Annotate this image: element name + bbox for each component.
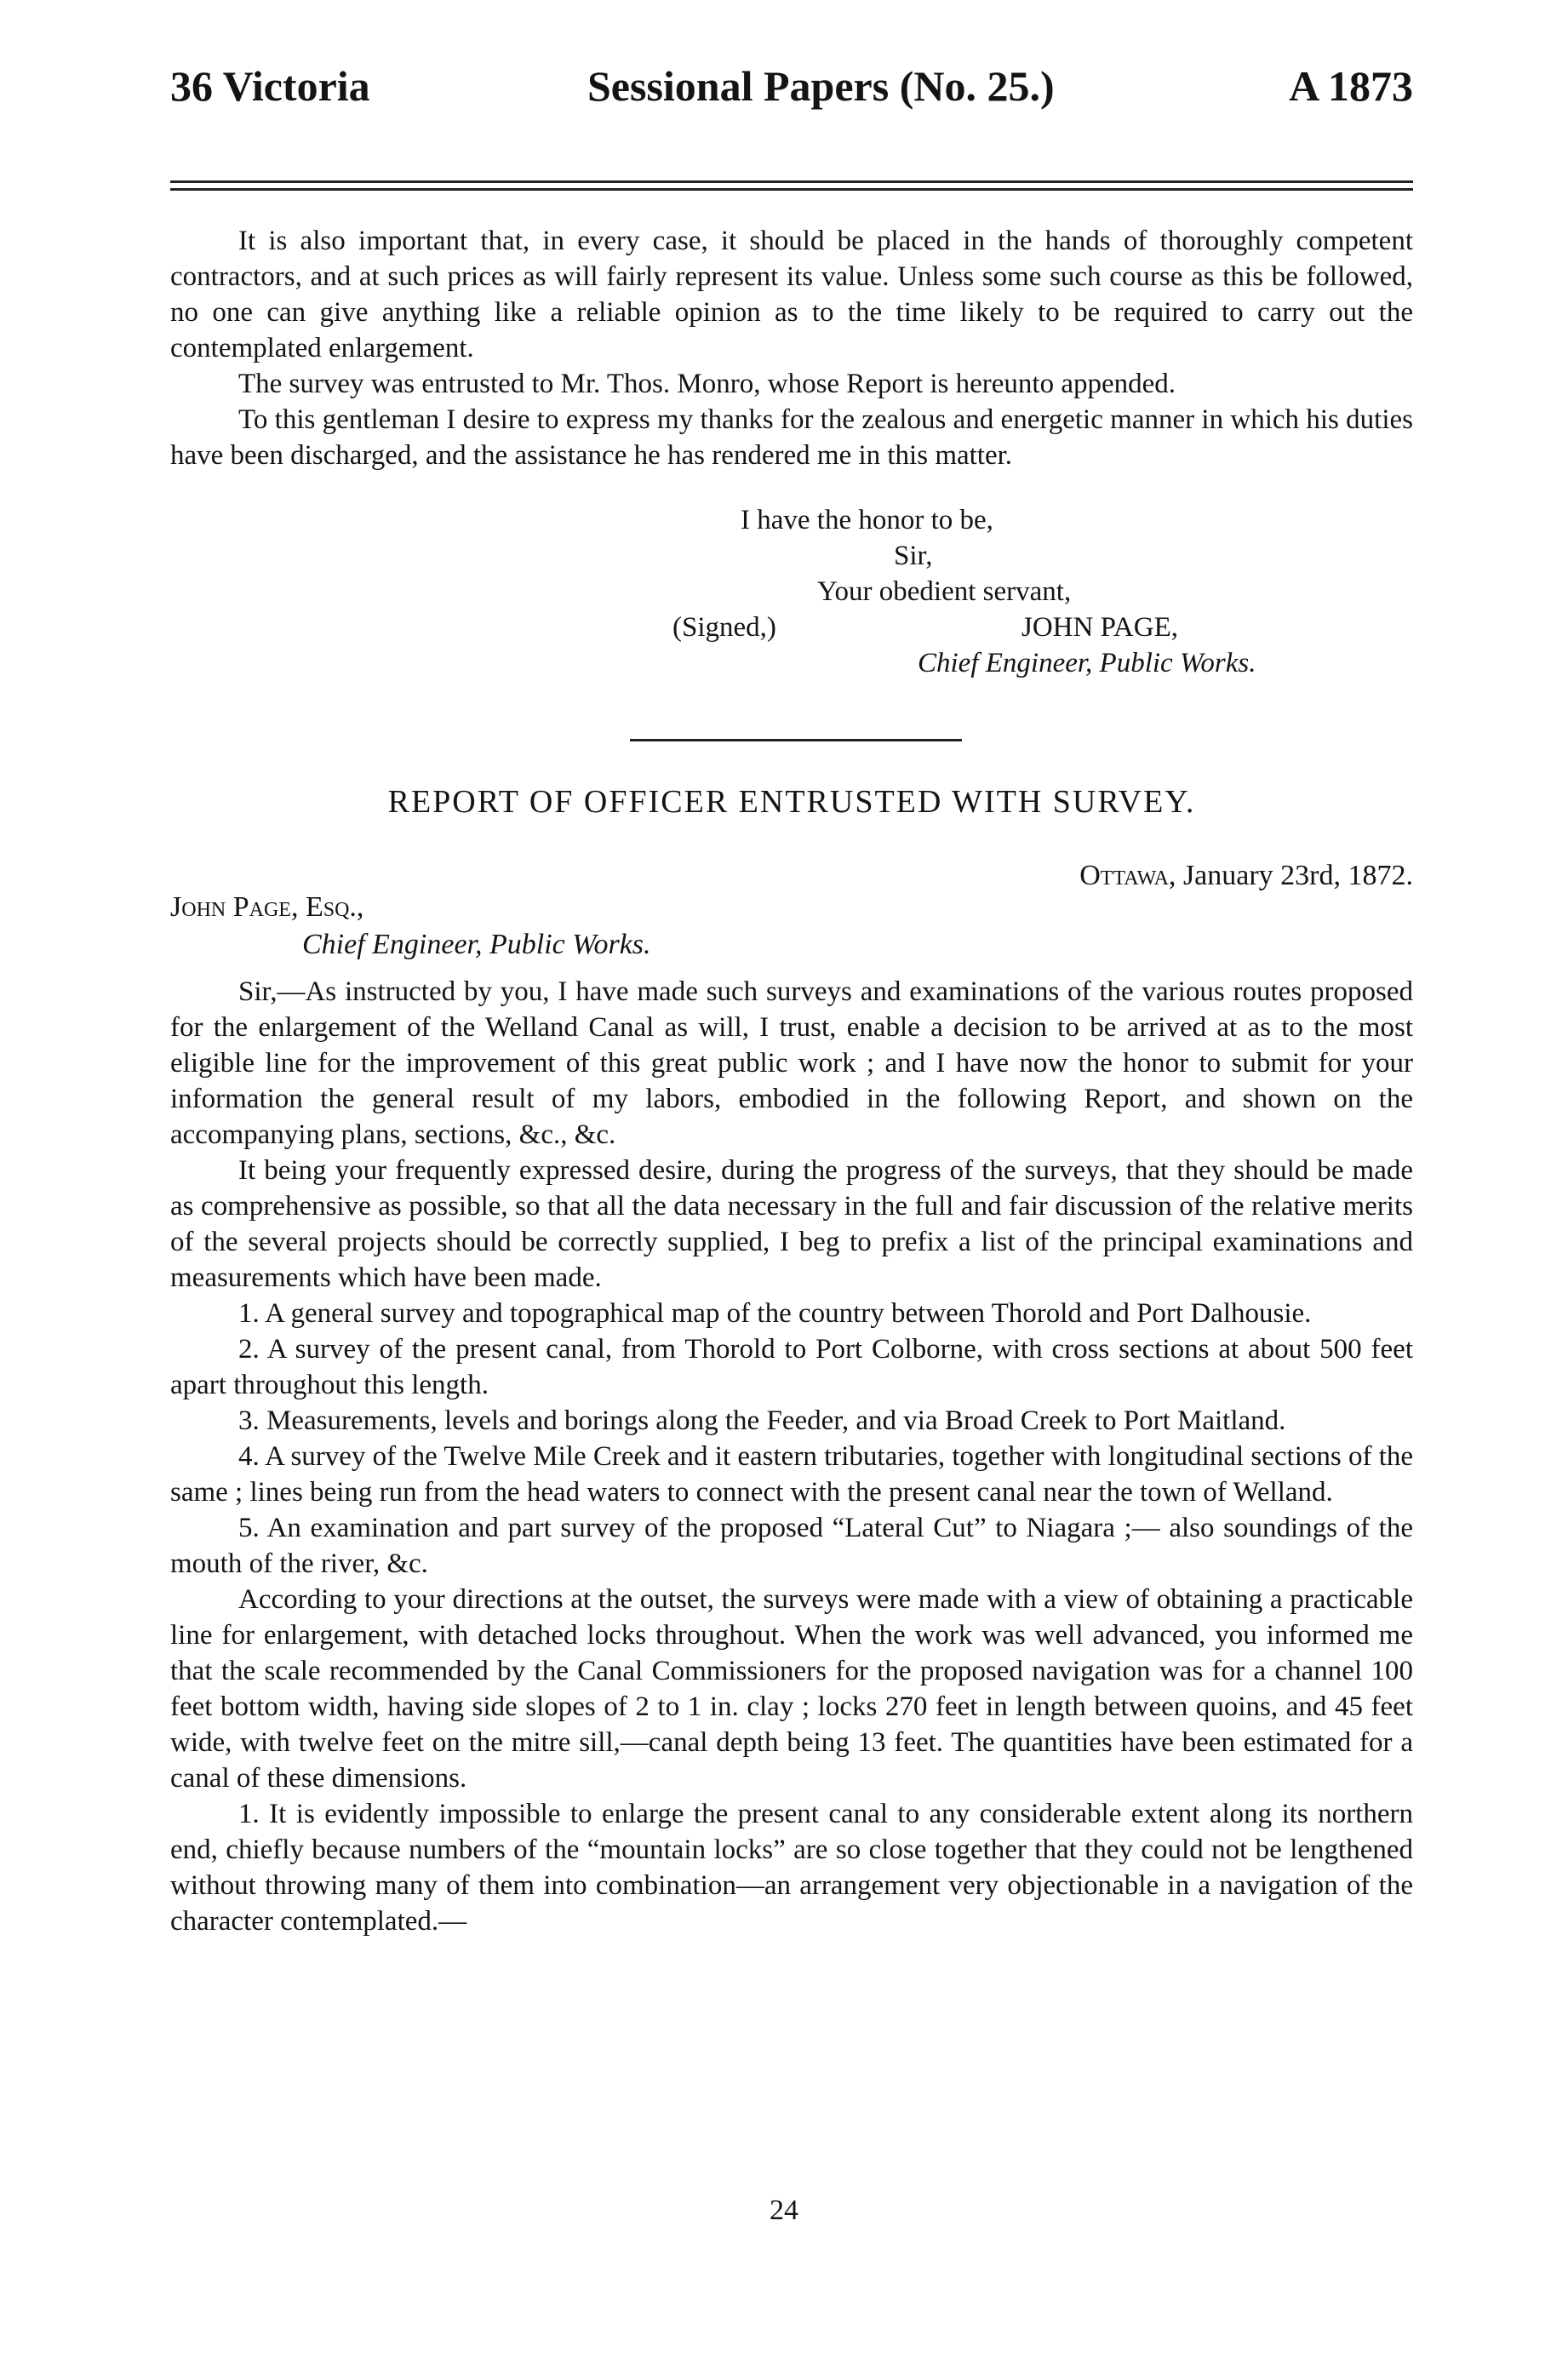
signatory-name: JOHN PAGE, — [1021, 612, 1178, 643]
intro-paragraph: To this gentleman I desire to express my thanks for the zealous and energetic manner in which his duties have been discharged, and the assistance he has rendered me in this matter. — [170, 404, 1413, 471]
body-paragraph: 1. It is evidently impossible to enlarge the present canal to any considerable extent along its northern end, chiefly because numbers of the “mountain locks” are so close together that they could not be lengthened without throwing many of them into combination—an arrangement very objectionable in a navigation of the character contemplated.— — [170, 1799, 1413, 1937]
intro-paragraph: The survey was entrusted to Mr. Thos. Monro, whose Report is hereunto appended. — [238, 369, 1176, 399]
body-paragraph: According to your directions at the outset, the surveys were made with a view of obtaining a practicable line for enlargement, with detached locks throughout. When the work was well advanced, you informed me that the scale recommended by the Canal Commissioners for the proposed navigation was for a channel 100 feet bottom width, having side slopes of 2 to 1 in. clay ; locks 270 feet in length between quoins, and 45 feet wide, with twelve feet on the mitre sill,—canal depth being 13 feet. The quantities have been estimated for a canal of these dimensions. — [170, 1584, 1413, 1794]
header-year: A 1873 — [1289, 62, 1413, 110]
dateline — [1079, 860, 1413, 892]
header-rule-bottom — [170, 188, 1413, 191]
header-session: 36 Victoria — [170, 62, 370, 110]
dateline-date: January 23rd, 1872. — [1182, 860, 1413, 891]
intro-paragraph: It is also important that, in every case, it should be placed in the hands of thoroughly competent contractors, and at such prices as will fairly represent its value. Unless some such course as this be followed, no one can give anything like a reliable opinion as to the time likely to be required to carry out the contemplated enlargement. — [170, 226, 1413, 363]
addressee-title: Chief Engineer, Public Works. — [302, 929, 651, 960]
signatory-title: Chief Engineer, Public Works. — [918, 648, 1256, 678]
report-body — [170, 974, 1413, 1939]
list-item: 2. A survey of the present canal, from Thorold to Port Colborne, with cross sections at about 500 feet apart throughout this length. — [170, 1334, 1413, 1400]
body-paragraph: It being your frequently expressed desire, during the progress of the surveys, that they should be made as comprehensive as possible, so that all the data necessary in the full and fair discussion of the relative merits of the several projects should be correctly supplied, I beg to prefix a list of the principal examinations and measurements which have been made. — [170, 1155, 1413, 1293]
signed-label: (Signed,) — [672, 612, 776, 643]
list-item: 1. A general survey and topographical map of the country between Thorold and Port Dalhousie. — [238, 1298, 1312, 1329]
intro-text — [170, 223, 1413, 473]
closing-line-1: I have the honor to be, — [741, 505, 993, 535]
page-number: 24 — [770, 2195, 798, 2226]
list-item: 3. Measurements, levels and borings along the Feeder, and via Broad Creek to Port Maitland. — [238, 1405, 1286, 1436]
list-item: 5. An examination and part survey of the proposed “Lateral Cut” to Niagara ;— also soundings of the mouth of the river, &c. — [170, 1513, 1413, 1579]
dateline-place: Ottawa, — [1079, 860, 1176, 891]
running-header — [170, 61, 1413, 121]
header-title: Sessional Papers (No. 25.) — [587, 62, 1055, 110]
header-rule-top — [170, 180, 1413, 183]
section-divider — [630, 739, 962, 741]
list-item: 4. A survey of the Twelve Mile Creek and it eastern tributaries, together with longitudinal sections of the same ; lines being run from the head waters to connect with the present canal near the town of Welland. — [170, 1441, 1414, 1508]
addressee-name: John Page, Esq., — [170, 891, 364, 923]
body-paragraph: Sir,—As instructed by you, I have made such surveys and examinations of the various routes proposed for the enlargement of the Welland Canal as will, I trust, enable a decision to be arrived at as to the most eligible line for the improvement of this great public work ; and I have now the honor to submit for your information the general result of my labors, embodied in the following Report, and shown on the accompanying plans, sections, &c., &c. — [170, 976, 1413, 1150]
closing-line-3: Your obedient servant, — [817, 576, 1072, 607]
report-heading: REPORT OF OFFICER ENTRUSTED WITH SURVEY. — [387, 784, 1196, 820]
closing-line-2: Sir, — [894, 541, 933, 571]
